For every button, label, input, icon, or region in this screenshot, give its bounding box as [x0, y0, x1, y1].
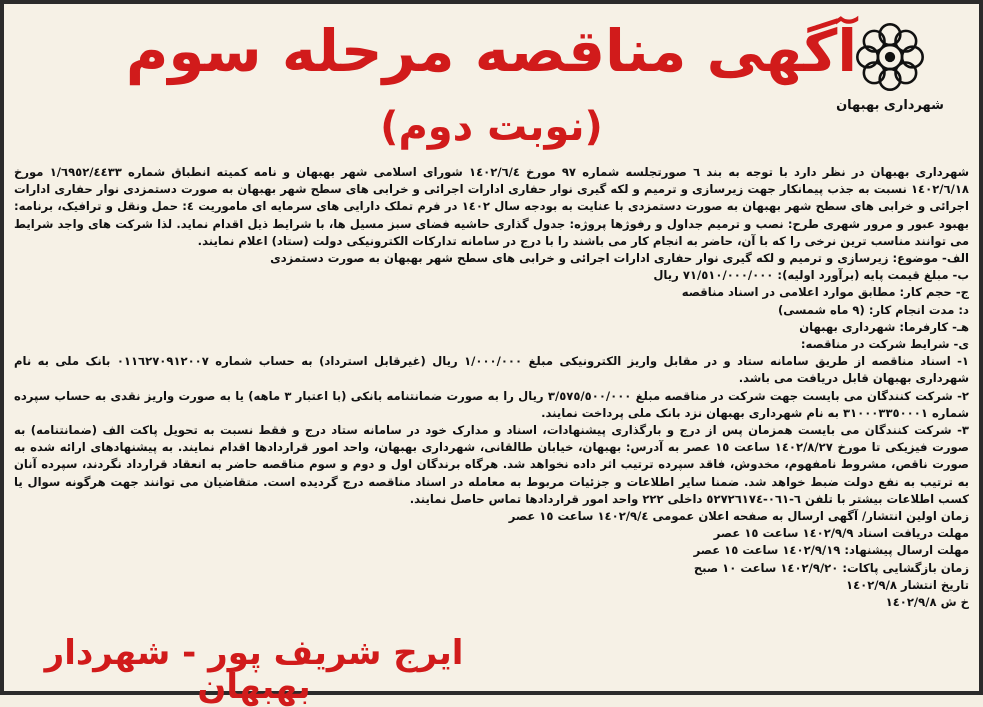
condition-1: ١- اسناد مناقصه از طریق سامانه ستاد و در مقابل واریز الکترونیکی مبلغ ١/٠٠٠/٠٠٠ ریال (غیرقابل استرداد) به حساب شماره ٠١١٦٢٧٠٩١٢٠٠٧ بانک ملی به نام شهرداری بهبهان قابل دریافت می باشد. — [14, 354, 969, 386]
item-duration: د: مدت انجام کار: (٩ ماه شمسی) — [777, 302, 969, 317]
item-base-price: ب- مبلغ قیمت پایه (برآورد اولیه): ٧١/٥١٠/٠٠٠/٠٠٠ ریال — [653, 268, 969, 283]
condition-2: ٢- شرکت کنندگان می بایست جهت شرکت در مناقصه مبلغ ٣/٥٧٥/٥٠٠/٠٠٠ ریال را به صورت ضمانتنامه بانکی (با اعتبار ٣ ماهه) یا به صورت واریز نقدی به حساب سپرده شماره ٣١٠٠٠٣٣٥٠٠٠١ به نام شهرداری بهبهان نزد بانک ملی پرداخت نمایند. — [14, 388, 969, 420]
intro-paragraph: شهرداری بهبهان در نظر دارد با توجه به بند ٦ صورتجلسه شماره ٩٧ مورخ ١٤٠٢/٦/٤ شورای اسلامی شهر بهبهان و نامه کمیته انطباق شماره ١/٦٩٥٢/٤٤٣٣ مورخ ١٤٠٢/٦/١٨ نسبت به جذب پیمانکار جهت زیرسازی و ترمیم و لکه گیری نوار حفاری ادارات اجرائی و خرابی های سطح شهر بهبهان به صورت دستمزدی نوار حفاری ادارات اجرائی و خرابی های سطح شهر بهبهان به صورت دستمزدی با عنایت به بودجه سال ١٤٠٢ در فرم تملک دارایی های سرمایه ای ماموریت ٤: حمل ونقل و ترافیک، برنامه: بهبود عبور و مرور شهری طرح: نصب و ترمیم جداول و رفوژها پروژه: جدول گذاری حاشیه فضای سبز مسیل ها، با شرایط ذیل اقدام نماید. لذا شرکت های واجد شرایط می توانند مناسب ترین نرخی را که با آن، حاضر به انجام کار می باشند را با درج در سامانه تدارکات الکترونیکی دولت (ستاد) اعلام نمایند. — [14, 165, 970, 248]
condition-3: ٣- شرکت کنندگان می بایست همزمان پس از درج و بارگذاری پیشنهادات، اسناد و مدارک خود در سامانه ستاد درج و فقط نسبت به تحویل پاکت الف (ضمانتنامه) به صورت فیزیکی تا مورخ ١٤٠٢/٨/٢٧ ساعت ١٥ عصر به آدرس: بهبهان، خیابان طالقانی، شهرداری بهبهان، واحد امور قراردادها اقدام نمایند. به پیشنهادهای ارائه شده به صورت ناقص، مشروط نامفهوم، مخدوش، فاقد سپرده ترتیب اثر داده نخواهد شد. هرگاه برندگان اول و دوم و سوم مناقصه حاضر به انعقاد قرارداد نگردند، سپرده آنان به ترتیب به نفع دولت ضبط خواهد شد. ضمنا سایر اطلاعات و جزئیات مربوط به معامله در اسناد مناقصه درج گردیده است. متقاضیان می توانند جهت هرگونه سوال یا کسب اطلاعات بیشتر با تلفن ٦-٠٦١-٥٢٧٢٦١٧٤ داخلی ٢٢٢ واحد امور قراردادها تماس حاصل نمایند. — [14, 423, 969, 506]
notice-title: آگهی مناقصه مرحله سوم — [125, 17, 858, 85]
notice-body — [14, 164, 969, 611]
item-subject: الف- موضوع: زیرسازی و ترمیم و لکه گیری نوار حفاری ادارات اجرائی و خرابی های سطح شهر بهبهان به صورت دستمزدی — [270, 251, 969, 266]
logo-caption: شهرداری بهبهان — [836, 98, 944, 113]
timeline-opening: زمان بازگشایی پاکات: ١٤٠٢/٩/٢٠ ساعت ١٠ صبح — [693, 560, 969, 575]
mayor-signature: ایرج شریف پور - شهردار بهبهان — [44, 633, 464, 707]
timeline-bid-deadline: مهلت ارسال پیشنهاد: ١٤٠٢/٩/١٩ ساعت ١٥ عصر — [693, 543, 969, 558]
timeline-first-publish: زمان اولین انتشار/ آگهی ارسال به صفحه اعلان عمومی ١٤٠٢/٩/٤ ساعت ١٥ عصر — [508, 509, 969, 524]
publish-date: تاریخ انتشار ١٤٠٢/٩/٨ — [846, 577, 969, 592]
notice-subtitle: (نوبت دوم) — [380, 104, 603, 150]
item-employer: هـ- کارفرما: شهرداری بهبهان — [799, 319, 969, 334]
timeline-documents-deadline: مهلت دریافت اسناد ١٤٠٢/٩/٩ ساعت ١٥ عصر — [713, 526, 969, 541]
notice-code: خ ش ١٤٠٢/٩/٨ — [885, 595, 969, 610]
item-work-volume: ج- حجم کار: مطابق موارد اعلامی در اسناد مناقصه — [681, 285, 969, 300]
item-conditions-heading: ی- شرایط شرکت در مناقصه: — [800, 337, 969, 352]
